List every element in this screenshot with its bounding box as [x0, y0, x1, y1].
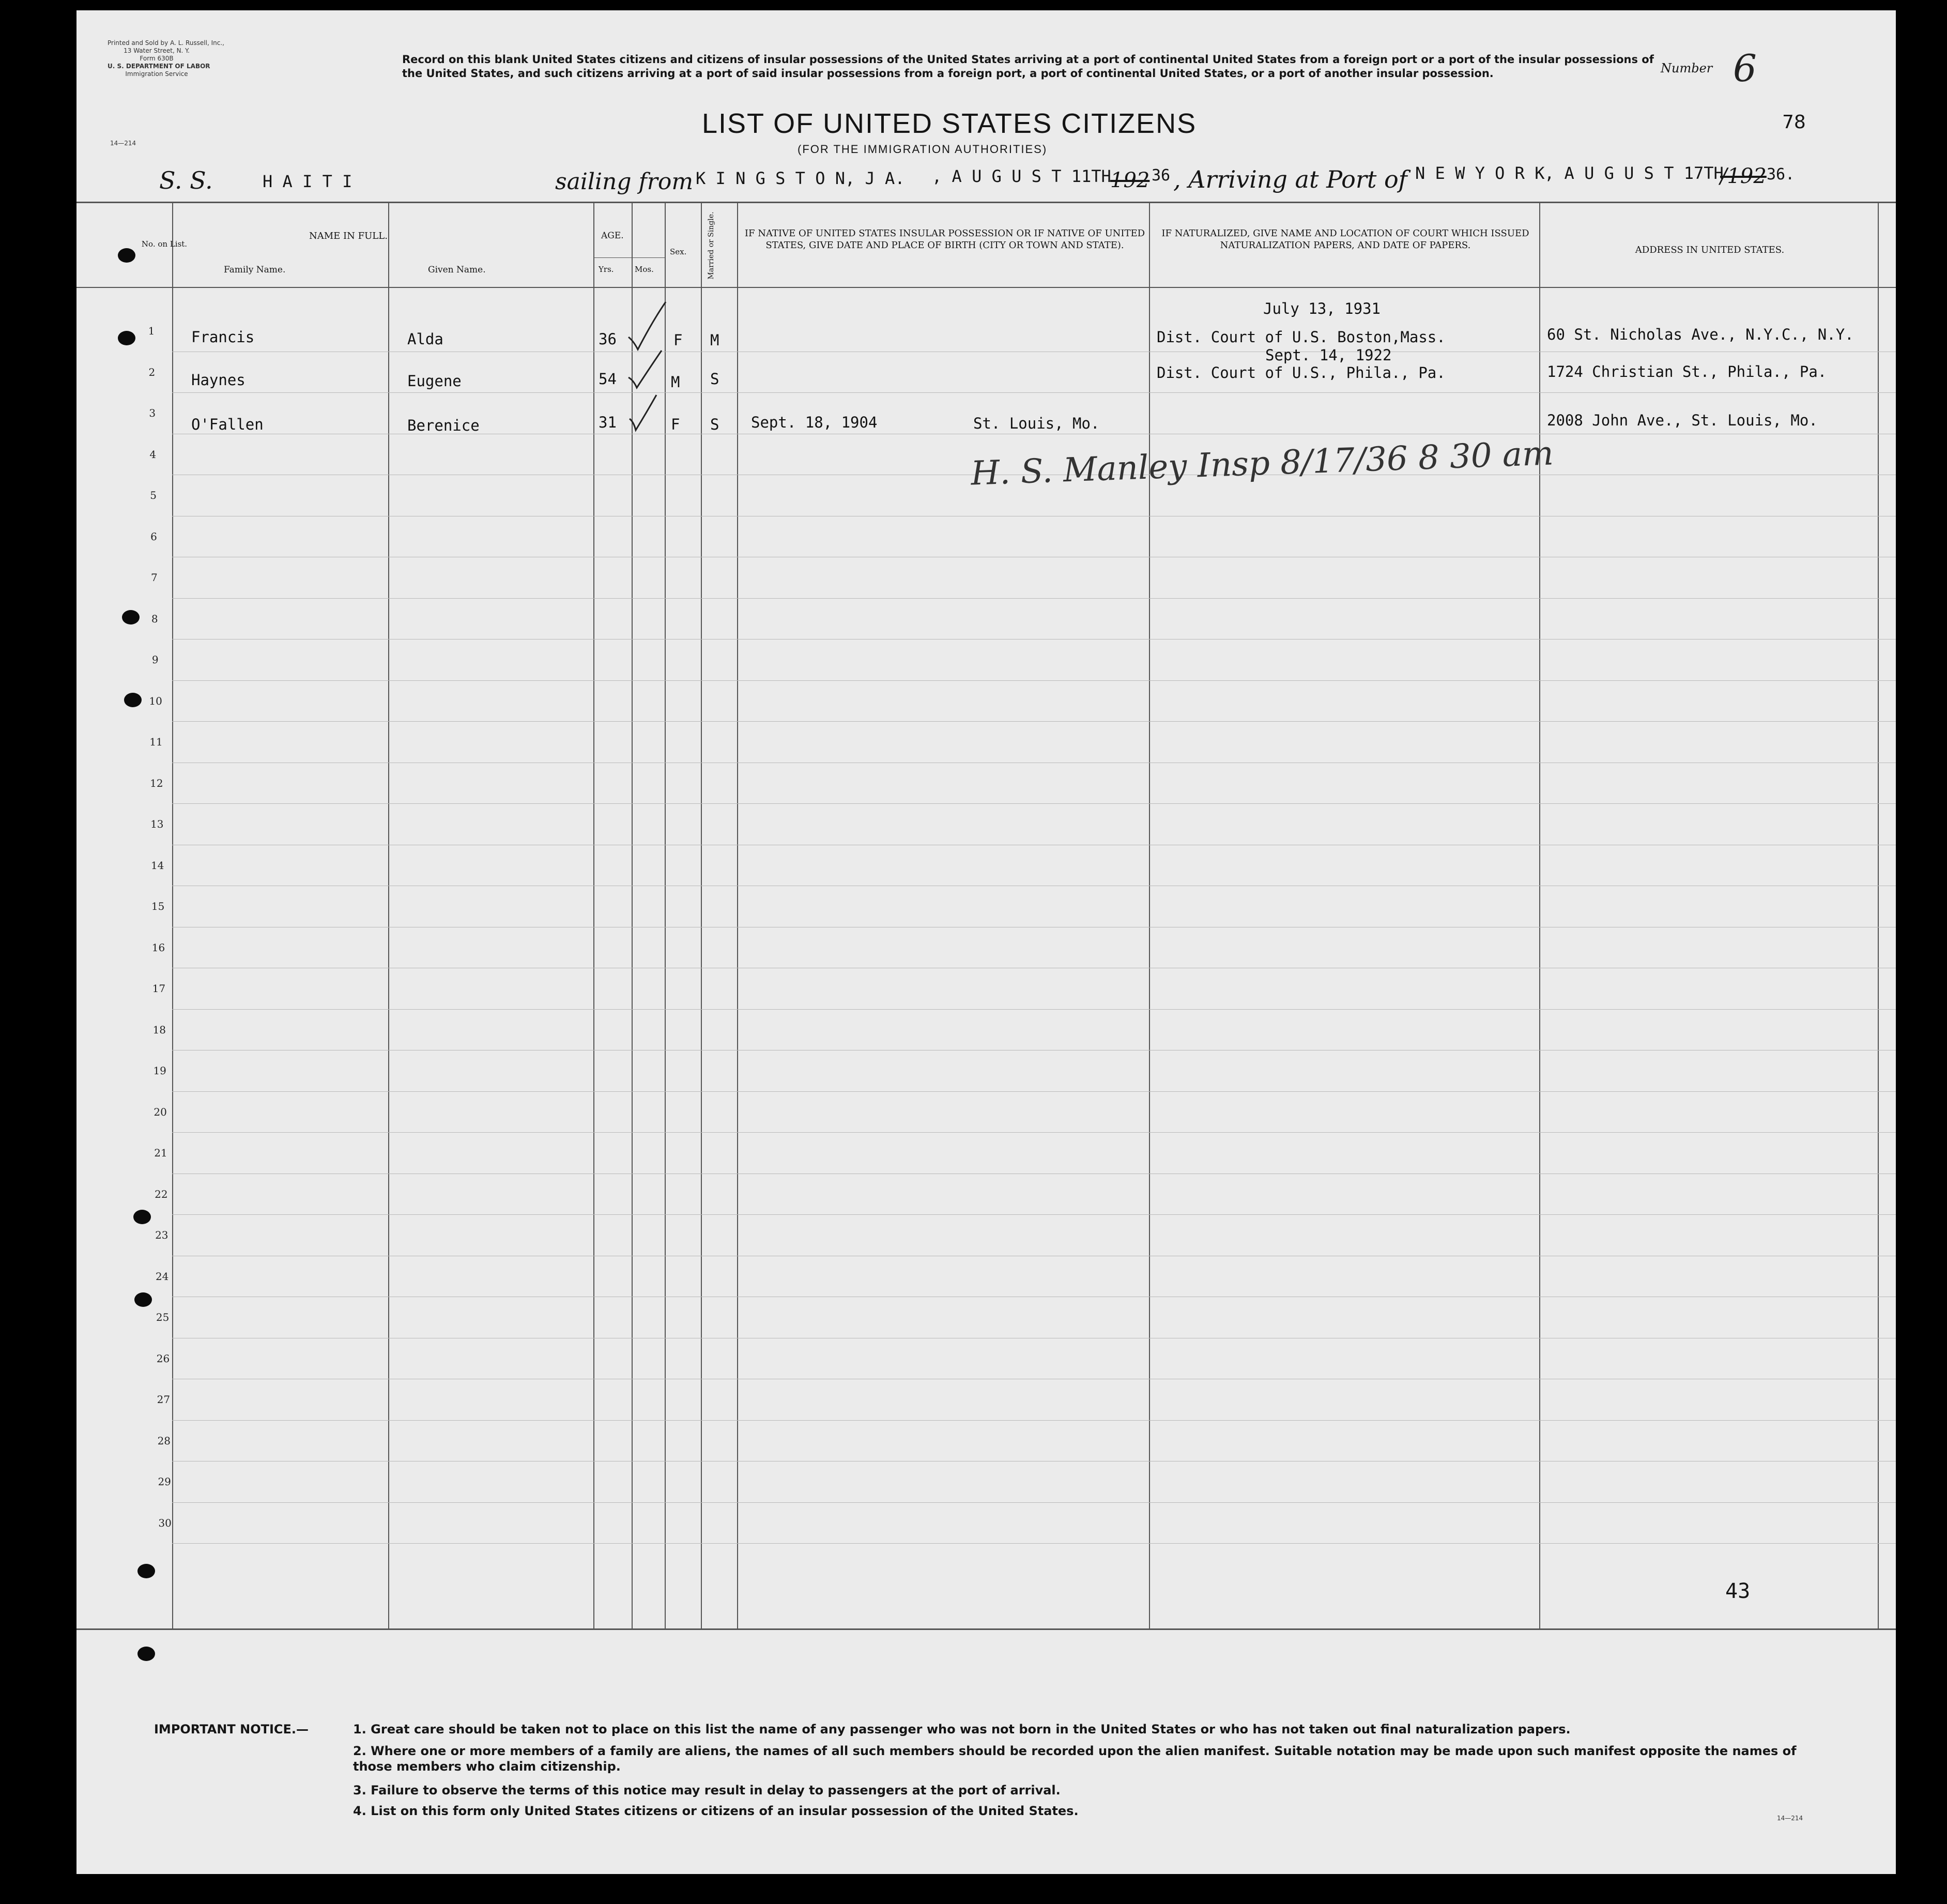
entry-given-name: Berenice — [407, 417, 480, 434]
row-number: 10 — [149, 694, 162, 707]
arrival-port: N E W Y O R K — [1415, 163, 1545, 183]
header-name-in-full: NAME IN FULL. — [309, 231, 388, 241]
departure-year-prefix: 192 — [1110, 169, 1150, 192]
row-number: 18 — [152, 1023, 166, 1036]
departure-port: K I N G S T O N, J A. — [696, 169, 905, 188]
header-sex: Sex. — [670, 247, 687, 256]
header-bottom-border — [76, 287, 1896, 288]
table-bottom-border — [76, 1628, 1896, 1630]
header-native: IF NATIVE OF UNITED STATES INSULAR POSSESSION OR IF NATIVE OF UNITED STATES, GIVE DATE AND PLACE OF BIRTH (CITY OR TOWN AND STATE). — [744, 228, 1145, 251]
notice-item: 1. Great care should be taken not to place on this list the name of any passenger who was not born in the United States or who has not taken out final naturalization papers. — [353, 1722, 1571, 1737]
ruled-line — [172, 721, 1896, 722]
row-number: 21 — [154, 1147, 167, 1159]
entry-address: 60 St. Nicholas Ave., N.Y.C., N.Y. — [1547, 326, 1854, 343]
row-number: 15 — [151, 900, 165, 912]
row-number: 25 — [156, 1311, 170, 1323]
row-number: 23 — [155, 1229, 168, 1241]
entry-sex: F — [673, 331, 683, 349]
binder-hole — [124, 693, 142, 707]
ruled-line — [172, 1420, 1896, 1421]
entry-address: 1724 Christian St., Phila., Pa. — [1547, 363, 1827, 380]
printer-imprint — [108, 39, 224, 78]
row-number: 3 — [149, 407, 156, 419]
row-number: 20 — [154, 1105, 167, 1118]
row-number: 29 — [158, 1475, 171, 1488]
page-subtitle: (FOR THE IMMIGRATION AUTHORITIES) — [798, 143, 1048, 156]
col-divider — [1878, 202, 1879, 1628]
entry-sex: F — [671, 416, 680, 433]
entry-family-name: Haynes — [191, 371, 246, 389]
arriving-label: , Arriving at Port of — [1173, 165, 1407, 193]
arrival-year: 36. — [1767, 165, 1795, 184]
row-number: 27 — [157, 1393, 171, 1406]
ruled-line — [172, 392, 1896, 393]
ship-name: H A I T I — [263, 172, 352, 191]
ruled-line — [172, 1502, 1896, 1503]
departure-year: 36 — [1152, 166, 1171, 185]
row-number: 13 — [150, 818, 164, 830]
service: Immigration Service — [125, 70, 188, 78]
printer-line: Printed and Sold by A. L. Russell, Inc., — [108, 39, 224, 47]
department: U. S. DEPARTMENT OF LABOR — [108, 63, 210, 70]
ss-label: S. S. — [159, 166, 213, 194]
notice-item: 3. Failure to observe the terms of this notice may result in delay to passengers at the port of arrival. — [353, 1783, 1061, 1798]
page-title: LIST OF UNITED STATES CITIZENS — [702, 108, 1197, 139]
binder-hole — [137, 1564, 155, 1578]
col-divider — [172, 202, 173, 1628]
number-value: 6 — [1733, 47, 1757, 90]
row-number: 7 — [151, 571, 158, 584]
binder-hole — [118, 331, 135, 345]
header-mos: Mos. — [635, 265, 654, 274]
col-divider — [388, 202, 389, 1628]
binder-hole — [118, 248, 135, 263]
row-number: 24 — [155, 1270, 169, 1283]
sailing-label: sailing from — [555, 169, 694, 195]
header-address: ADDRESS IN UNITED STATES. — [1635, 245, 1785, 255]
entry-naturalization-court: Dist. Court of U.S. Boston,Mass. — [1157, 328, 1446, 346]
entry-birth-place: St. Louis, Mo. — [973, 415, 1100, 432]
row-number: 9 — [151, 653, 159, 666]
row-number: 19 — [153, 1064, 166, 1077]
row-number: 16 — [151, 941, 165, 954]
manifest-page — [76, 10, 1896, 1874]
entry-sex: M — [671, 373, 680, 391]
row-number: 11 — [149, 736, 163, 748]
notice-heading: IMPORTANT NOTICE.— — [154, 1722, 309, 1737]
header-given-name: Given Name. — [428, 265, 486, 275]
binder-hole — [134, 1292, 152, 1307]
departure-date: , A U G U S T 11TH — [932, 166, 1111, 186]
arrival-date: , A U G U S T 17TH — [1544, 163, 1724, 183]
entry-family-name: O'Fallen — [191, 416, 264, 433]
row-number: 5 — [150, 489, 157, 501]
entry-family-name: Francis — [191, 328, 255, 346]
row-number: 1 — [148, 325, 155, 337]
entry-age-years: 31 — [599, 414, 617, 431]
passenger-count: 43 — [1725, 1579, 1751, 1603]
row-number: 26 — [156, 1352, 170, 1365]
binder-hole — [133, 1210, 151, 1224]
entry-given-name: Alda — [407, 330, 443, 348]
form-number: Form 630B — [140, 55, 174, 62]
row-number: 14 — [150, 859, 164, 872]
row-number: 6 — [150, 530, 157, 543]
page-number: 78 — [1782, 112, 1806, 133]
ruled-line — [172, 1091, 1896, 1092]
inspector-signature: H. S. Manley Insp 8/17/36 8 30 am — [970, 434, 1554, 493]
notice-item: 4. List on this form only United States citizens or citizens of an insular possession of the United States. — [353, 1804, 1079, 1818]
row-number: 17 — [152, 982, 166, 995]
binder-hole — [122, 610, 140, 624]
record-instructions: Record on this blank United States citizens and citizens of insular possessions of the United States arriving at a port of continental United States from a foreign port or a port of the insular possessions of the United States, and such citizens arriving at a port of said insular possessions from a foreign port, a port of continental United States, or a port of another insular possession. — [402, 53, 1654, 80]
col-divider — [593, 202, 594, 1628]
number-label: Number — [1661, 61, 1713, 75]
entry-naturalization-court: Dist. Court of U.S., Phila., Pa. — [1157, 364, 1446, 382]
printer-line: 13 Water Street, N. Y. — [124, 47, 190, 54]
binder-hole — [137, 1647, 155, 1661]
row-number: 12 — [150, 776, 163, 789]
ruled-line — [172, 680, 1896, 681]
row-number: 30 — [158, 1516, 172, 1529]
header-naturalized: IF NATURALIZED, GIVE NAME AND LOCATION OF COURT WHICH ISSUED NATURALIZATION PAPERS, AND DATE OF PAPERS. — [1161, 228, 1529, 251]
col-divider — [1149, 202, 1150, 1628]
entry-age-years: 36 — [599, 330, 617, 348]
row-number: 28 — [157, 1434, 171, 1447]
ruled-line — [172, 1214, 1896, 1215]
ruled-line — [172, 1009, 1896, 1010]
header-age: AGE. — [601, 231, 624, 241]
entry-naturalization-date: July 13, 1931 — [1263, 300, 1381, 317]
check-marks-icon — [624, 290, 686, 445]
header-married-single: Married or Single. — [707, 211, 715, 280]
ruled-line — [172, 803, 1896, 804]
row-number: 2 — [148, 365, 156, 378]
col-divider — [737, 202, 738, 1628]
row-number: 8 — [151, 612, 158, 625]
header-yrs: Yrs. — [599, 265, 614, 274]
entry-address: 2008 John Ave., St. Louis, Mo. — [1547, 412, 1818, 429]
entry-marital-status: S — [710, 370, 719, 388]
ruled-line — [172, 598, 1896, 599]
row-number: 4 — [149, 448, 157, 461]
header-family-name: Family Name. — [224, 265, 286, 275]
table-top-border — [76, 202, 1896, 203]
row-number: 22 — [155, 1187, 168, 1200]
header-no-on-list: No. on List. — [141, 239, 188, 249]
entry-given-name: Eugene — [407, 372, 462, 390]
entry-marital-status: M — [710, 331, 719, 349]
entry-birth-date: Sept. 18, 1904 — [751, 414, 878, 431]
form-code: 14—214 — [110, 140, 136, 147]
entry-age-years: 54 — [599, 370, 617, 388]
col-divider — [701, 202, 702, 1628]
age-subdivider — [593, 257, 665, 258]
notice-item: 2. Where one or more members of a family are aliens, the names of all such members should be recorded upon the alien manifest. Suitable notation may be made upon such manifest opposite the names of those members who claim citizenship. — [353, 1744, 1797, 1774]
ruled-line — [172, 1543, 1896, 1544]
arrival-year-prefix: /192 — [1720, 164, 1767, 188]
ruled-line — [172, 1132, 1896, 1133]
entry-marital-status: S — [710, 416, 719, 433]
col-divider — [1539, 202, 1540, 1628]
footer-code: 14—214 — [1777, 1815, 1803, 1822]
entry-naturalization-date: Sept. 14, 1922 — [1265, 346, 1392, 364]
